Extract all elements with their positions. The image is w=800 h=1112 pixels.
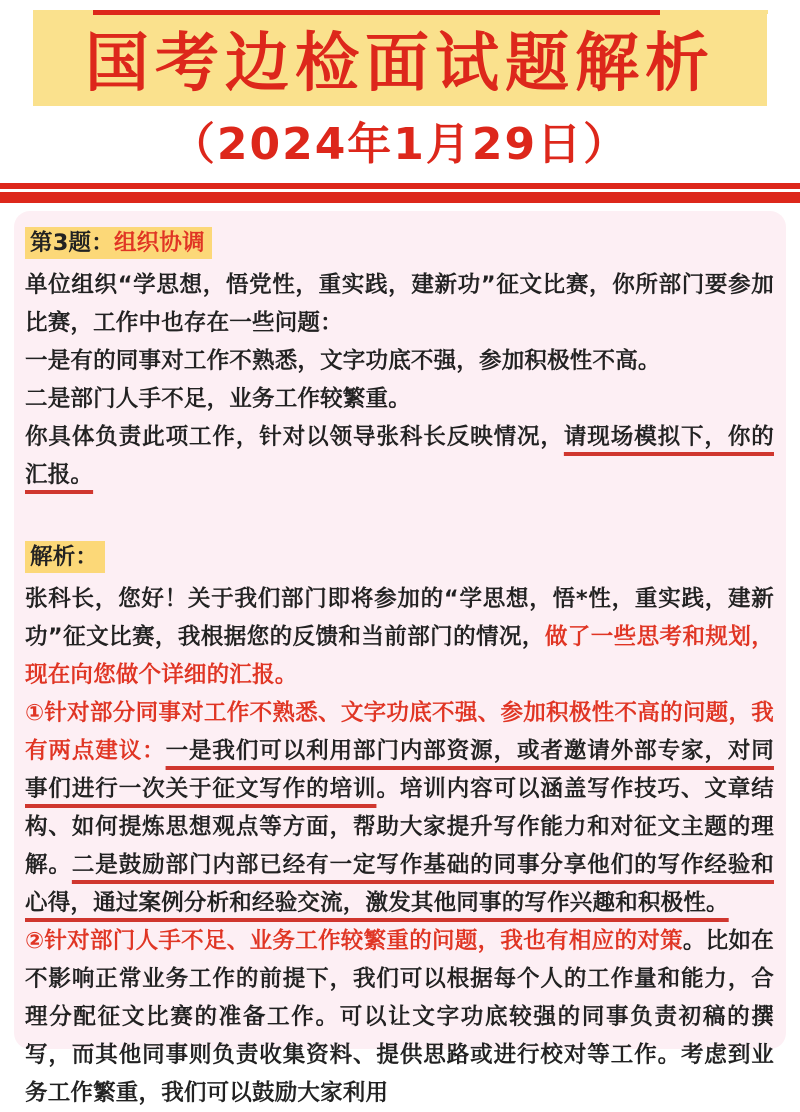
header-divider: [0, 183, 800, 203]
question-intro-text: 单位组织“学思想，悟党性，重实践，建新功”征文比赛，你所部门要参加比赛，工作中也存在一些问题：: [25, 272, 774, 336]
analysis-p1-underlined-1: 一是我们可以利用部门内部资源，或者邀请外部专家，对同事们进行一次关于征文写作的培训: [25, 738, 775, 802]
analysis-p1-underlined-2: 二是鼓励部门内部已经有一定写作基础的同事分享他们的写作经验和心得，通过案例分析和经验交流，激发其他同事的写作兴趣和积极性。: [25, 852, 774, 916]
question-heading: [25, 224, 774, 262]
question-heading-highlight: [25, 227, 212, 259]
question-category-label: 组织协调: [113, 230, 205, 256]
divider-thin-line: [0, 183, 800, 189]
analysis-opening-red: 做了一些思考和规划，现在向您做个详细的汇报。: [25, 624, 774, 688]
date-subtitle: （2024年1月29日）: [170, 119, 630, 170]
analysis-p1-red-lead: ①针对部分同事对工作不熟悉、文字功底不强、参加积极性不高的问题，我有两点建议：: [25, 700, 774, 764]
title-banner: [33, 10, 767, 106]
analysis-paragraph-1: [25, 694, 774, 922]
question-task-plain: 你具体负责此项工作，针对以领导张科长反映情况，: [25, 424, 564, 450]
analysis-opening-paragraph: [25, 580, 774, 694]
question-task-underlined: 请现场模拟下，你的汇报。: [25, 424, 774, 488]
analysis-heading-highlight: 解析：: [25, 541, 105, 573]
analysis-heading: [25, 538, 774, 576]
divider-thick-line: [0, 192, 800, 203]
content-panel: [14, 211, 786, 1106]
page-title: 国考边检面试题解析: [85, 27, 715, 101]
question-task-text: [25, 418, 774, 494]
question-point2-text: 二是部门人手不足，业务工作较繁重。: [25, 386, 411, 412]
analysis-p2-red-lead: ②针对部门人手不足、业务工作较繁重的问题，我也有相应的对策: [25, 928, 683, 954]
top-cutoff-red-strip: [93, 10, 660, 15]
analysis-p2-plain: 。比如在不影响正常业务工作的前提下，我们可以根据每个人的工作量和能力，合理分配征文比赛的准备工作。可以让文字功底较强的同事负责初稿的撰写，而其他同事则负责收集资料、提供思路或进行校对等工作。考虑到业务工作繁重，我们可以鼓励大家利用: [25, 928, 774, 1106]
question-point1-text: 一是有的同事对工作不熟悉，文字功底不强，参加积极性不高。: [25, 348, 661, 374]
question-number-label: 第3题：: [30, 230, 114, 256]
analysis-paragraph-2: [25, 922, 774, 1112]
analysis-p1-plain: 。培训内容可以涵盖写作技巧、文章结构、如何提炼思想观点等方面，帮助大家提升写作能力和对征文主题的理解。: [25, 776, 774, 878]
analysis-opening-plain: 张科长，您好！关于我们部门即将参加的“学思想，悟*性，重实践，建新功”征文比赛，我根据您的反馈和当前部门的情况，: [25, 586, 774, 650]
